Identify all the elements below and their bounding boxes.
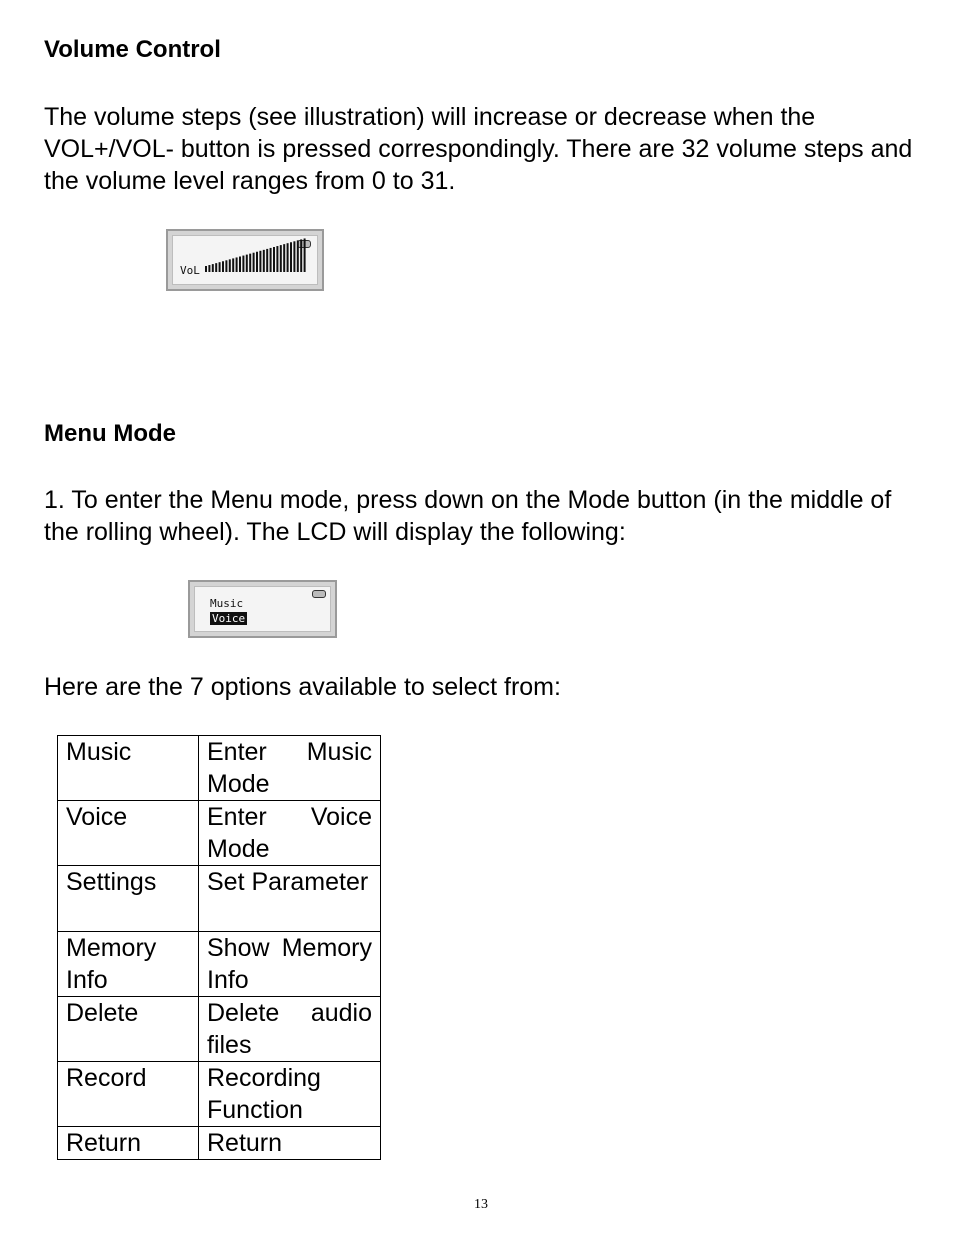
volume-bar <box>290 242 292 272</box>
volume-control-paragraph: The volume steps (see illustration) will increase or decrease when the VOL+/VOL- button is pressed correspondingly. There are 32 volume steps and the volume level ranges from 0 to 31. <box>44 103 913 195</box>
option-description: Enter Voice Mode <box>199 801 381 866</box>
lcd-menu-line-voice-selected: Voice <box>212 612 246 625</box>
option-description: Set Parameter <box>199 866 381 932</box>
menu-mode-heading: Menu Mode <box>44 420 176 447</box>
options-intro: Here are the 7 options available to select from: <box>44 673 561 701</box>
option-name: Return <box>58 1127 199 1160</box>
volume-bar <box>293 241 295 272</box>
page-number: 13 <box>474 1197 488 1212</box>
battery-icon <box>312 590 326 598</box>
volume-bar <box>215 263 217 272</box>
volume-bar <box>263 250 265 272</box>
volume-bars <box>173 236 313 276</box>
volume-bar <box>205 266 207 272</box>
table-row <box>58 736 381 801</box>
table-row <box>58 932 381 997</box>
option-description: Show Memory Info <box>199 932 381 997</box>
volume-bar <box>219 262 221 272</box>
volume-bar <box>270 248 272 272</box>
option-name: Music <box>58 736 199 801</box>
table-row <box>58 1127 381 1160</box>
volume-bar <box>259 251 261 272</box>
volume-bar <box>236 257 238 272</box>
option-description: Enter Music Mode <box>199 736 381 801</box>
volume-lcd-label: VoL <box>180 264 200 277</box>
volume-bar <box>287 243 289 272</box>
volume-bar <box>283 244 285 272</box>
option-name: Voice <box>58 801 199 866</box>
table-row <box>58 1062 381 1127</box>
option-description: Recording Function <box>199 1062 381 1127</box>
table-row <box>58 801 381 866</box>
volume-bar <box>297 240 299 272</box>
volume-bar <box>266 249 268 272</box>
volume-bar <box>256 252 258 272</box>
volume-bar <box>246 255 248 272</box>
menu-lcd-illustration <box>188 580 337 638</box>
volume-bar <box>229 259 231 272</box>
volume-bar <box>249 254 251 272</box>
volume-bar <box>276 246 278 272</box>
option-description: Return <box>199 1127 381 1160</box>
volume-bar <box>208 265 210 272</box>
option-name: Memory Info <box>58 932 199 997</box>
menu-options-table <box>57 735 381 1160</box>
volume-bar <box>280 245 282 272</box>
volume-bar <box>212 264 214 272</box>
volume-bar <box>232 258 234 272</box>
option-description: Delete audio files <box>199 997 381 1062</box>
volume-bar <box>222 261 224 272</box>
volume-bar <box>273 247 275 272</box>
volume-bar <box>225 260 227 272</box>
table-row <box>58 866 381 932</box>
lcd-menu-line-music: Music <box>210 597 244 610</box>
volume-bar <box>304 238 306 272</box>
volume-lcd-illustration <box>166 229 324 291</box>
volume-bar <box>242 256 244 272</box>
option-name: Settings <box>58 866 199 932</box>
table-row <box>58 997 381 1062</box>
option-name: Delete <box>58 997 199 1062</box>
option-name: Record <box>58 1062 199 1127</box>
volume-bar <box>300 239 302 272</box>
menu-mode-paragraph: 1. To enter the Menu mode, press down on the Mode button (in the middle of the rolling wheel). The LCD will display the following: <box>44 486 892 546</box>
volume-control-heading: Volume Control <box>44 36 221 63</box>
volume-bar <box>253 253 255 272</box>
volume-bar <box>239 257 241 273</box>
